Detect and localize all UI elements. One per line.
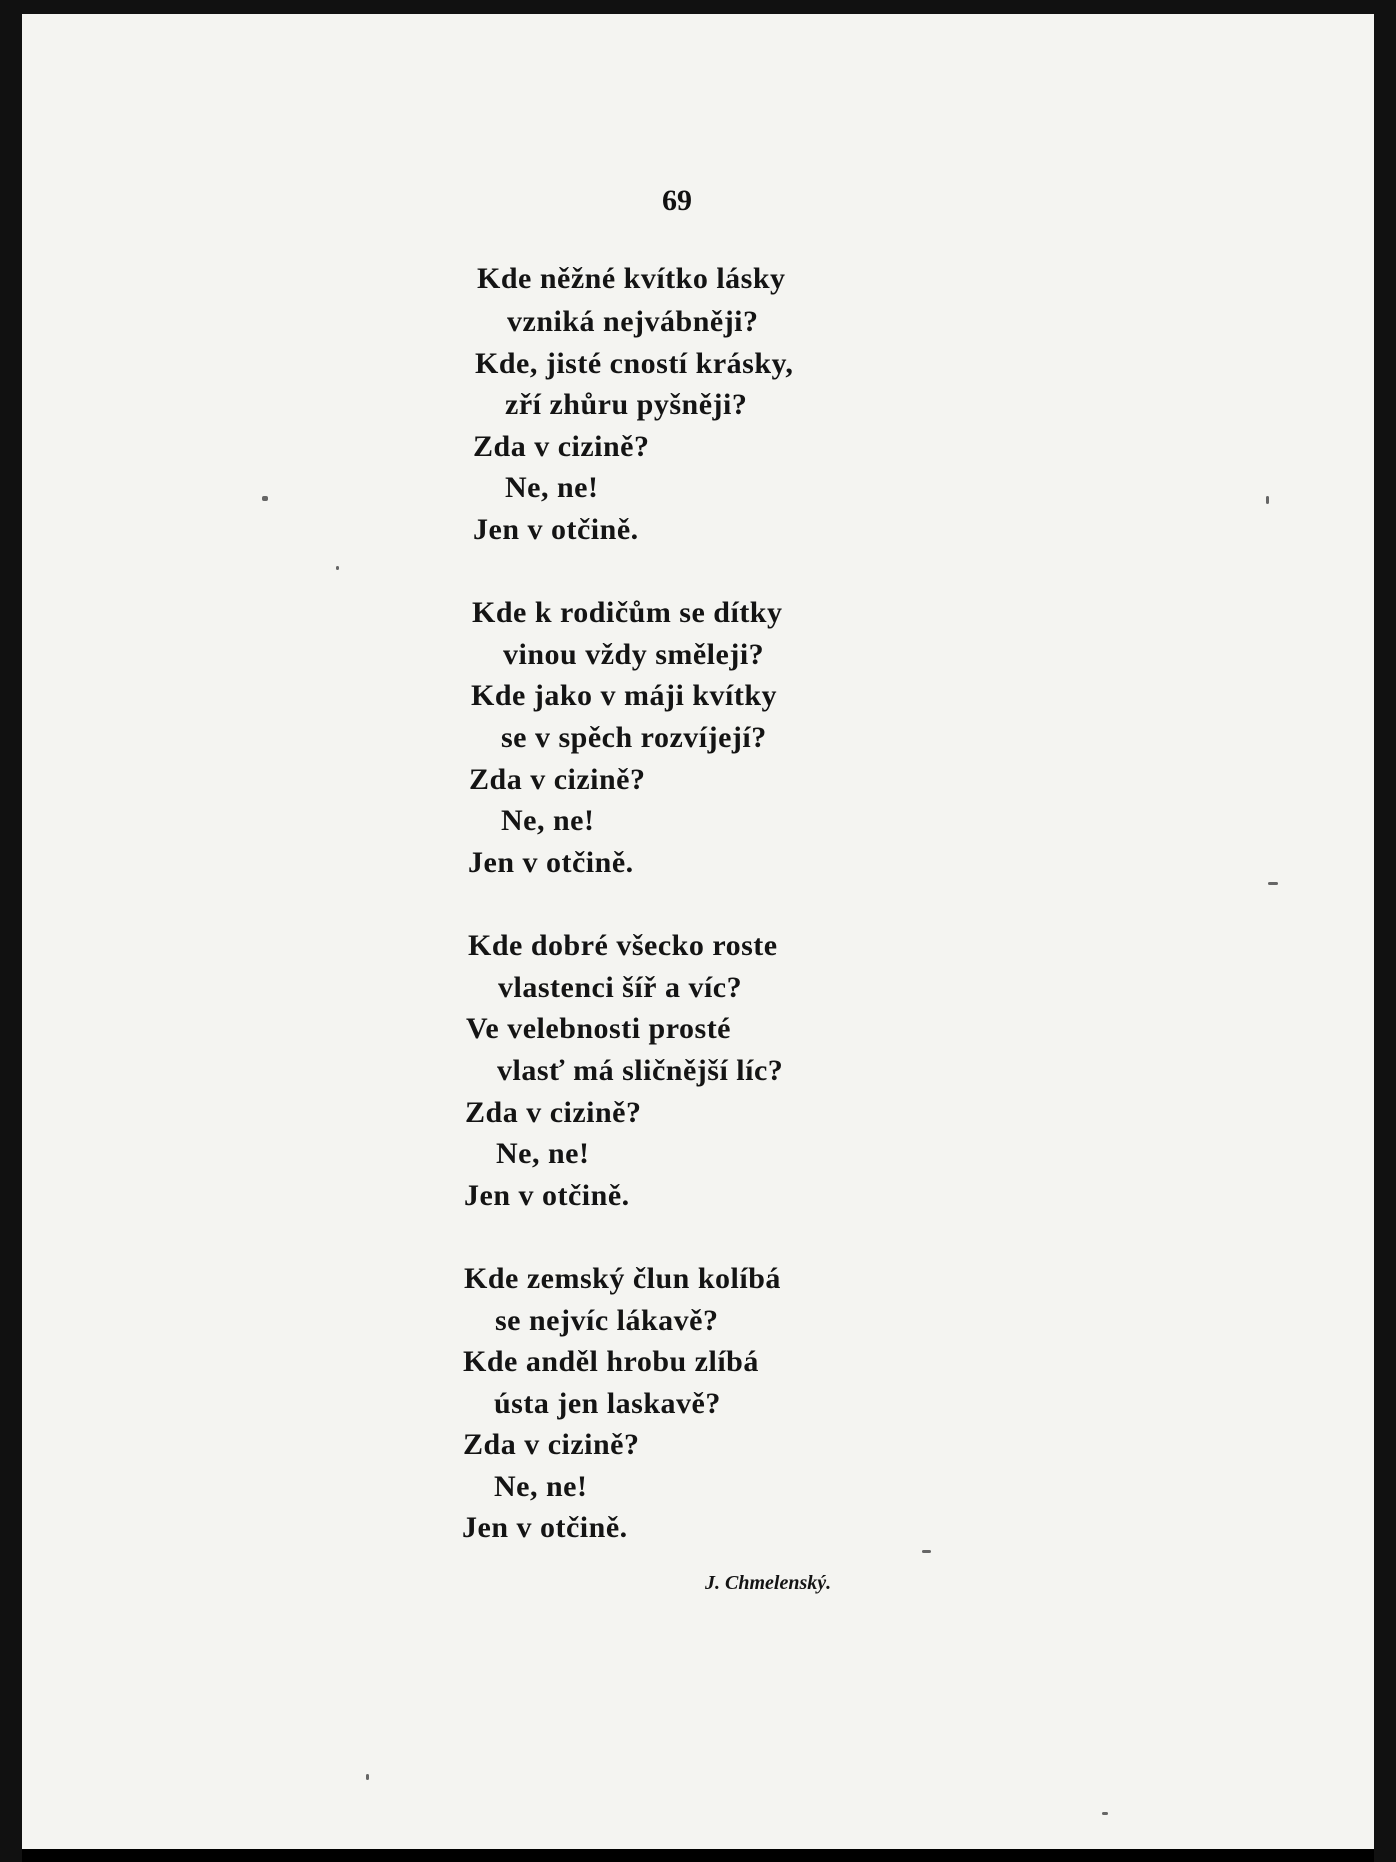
scan-speck [1268, 882, 1278, 885]
scan-speck [366, 1774, 369, 1780]
scan-speck [922, 1550, 931, 1553]
poem-line: Ne, ne! [505, 471, 599, 504]
scan-speck [1266, 496, 1269, 504]
poem-line: Zda v cizině? [465, 1096, 642, 1129]
poem-line: Jen v otčině. [468, 846, 634, 879]
poem-line: Ve velebnosti prosté [466, 1012, 731, 1045]
poem-line: vlastenci šíř a víc? [498, 971, 743, 1004]
scan-speck [262, 496, 268, 501]
poem-line: Kde zemský člun kolíbá [464, 1262, 781, 1295]
poem-line: vinou vždy směleji? [503, 638, 765, 671]
scan-speck [336, 566, 339, 570]
poem-line: ústa jen laskavě? [494, 1387, 721, 1420]
poem-line: se v spěch rozvíjejí? [501, 721, 767, 754]
scan-border-left [0, 0, 22, 1862]
poem-line: zří zhůru pyšněji? [505, 388, 748, 421]
poem-line: Ne, ne! [496, 1137, 590, 1170]
author-signature: J. Chmelenský. [705, 1572, 832, 1594]
poem [22, 14, 1374, 1849]
poem-line: Kde dobré všecko roste [468, 929, 778, 962]
poem-line: vlasť má sličnější líc? [497, 1054, 784, 1087]
poem-line: Zda v cizině? [463, 1428, 640, 1461]
poem-line: Kde, jisté cností krásky, [475, 347, 794, 380]
scan-border-top [0, 0, 1396, 14]
poem-line: Kde anděl hrobu zlíbá [463, 1345, 759, 1378]
scan-speck [1102, 1812, 1108, 1815]
poem-line: se nejvíc lákavě? [495, 1304, 719, 1337]
poem-line: Ne, ne! [494, 1470, 588, 1503]
poem-line: Kde jako v máji kvítky [471, 679, 778, 712]
scan-border-right [1374, 0, 1396, 1862]
book-page [22, 14, 1374, 1849]
poem-line: Zda v cizině? [473, 430, 650, 463]
poem-line: Ne, ne! [501, 804, 595, 837]
poem-line: Jen v otčině. [462, 1511, 628, 1544]
page-number: 69 [662, 184, 692, 217]
poem-line: Kde k rodičům se dítky [472, 596, 783, 629]
poem-line: Jen v otčině. [464, 1179, 630, 1212]
poem-line: Zda v cizině? [469, 763, 646, 796]
poem-line: vzniká nejvábněji? [507, 305, 759, 338]
poem-line: Jen v otčině. [473, 513, 639, 546]
poem-line: Kde něžné kvítko lásky [477, 262, 786, 295]
